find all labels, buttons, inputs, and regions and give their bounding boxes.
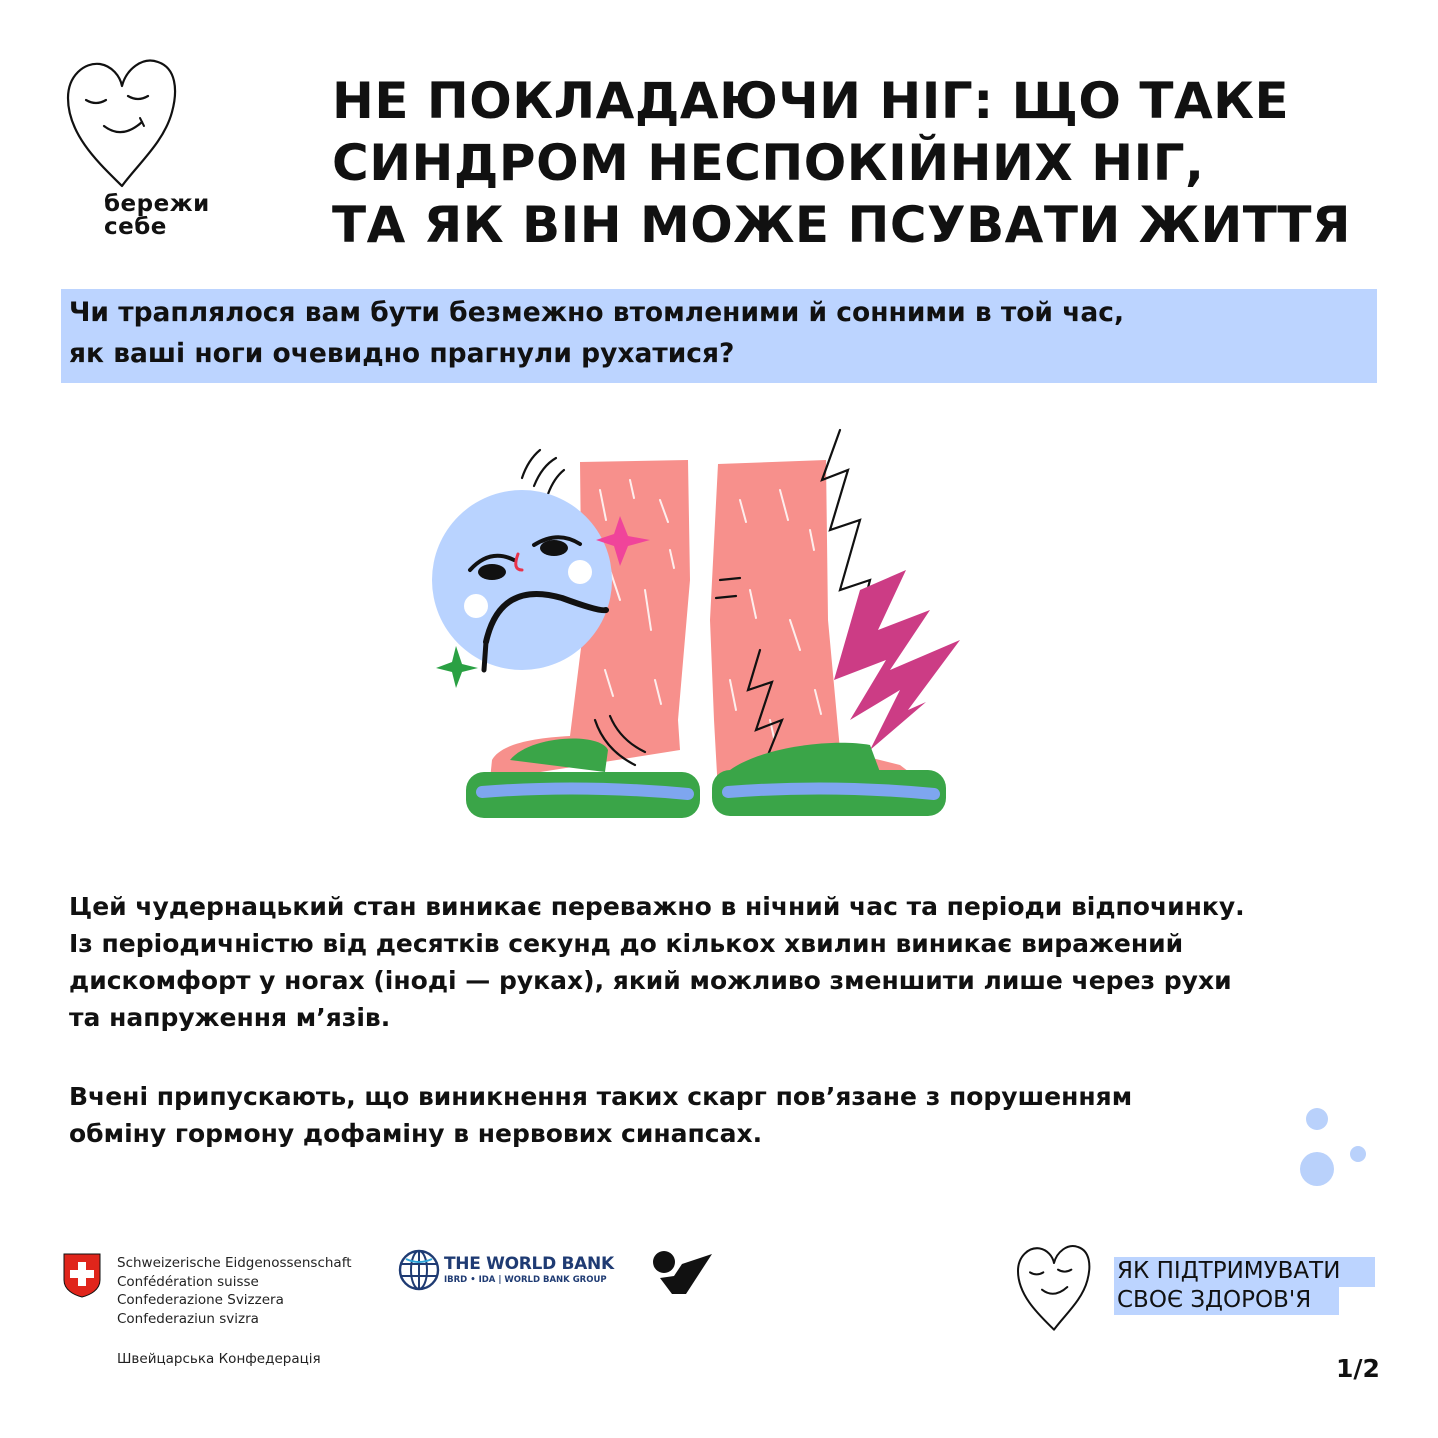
swiss-line-4: Confederaziun svizra	[117, 1310, 259, 1327]
brand-mark-icon	[652, 1250, 714, 1296]
logo-line-1: бережи	[104, 191, 210, 217]
paragraph1-line-1: Цей чудернацький стан виникає переважно в нічний час та періоди відпочинку.	[69, 892, 1245, 921]
page-number: 1/2	[1336, 1354, 1380, 1383]
logo-line-2: себе	[104, 214, 167, 240]
decorative-dot	[1300, 1152, 1334, 1186]
question-line-1: Чи траплялося вам бути безмежно втомленими й сонними в той час,	[69, 297, 1125, 328]
paragraph1-line-4: та напруження м’язів.	[69, 1003, 391, 1032]
question-line-2: як ваші ноги очевидно прагнули рухатися?	[69, 338, 735, 369]
swiss-line-3: Confederazione Svizzera	[117, 1292, 284, 1308]
paragraph-cause	[69, 1078, 1389, 1152]
paragraph-description	[69, 888, 1389, 1036]
smiling-heart-icon	[62, 56, 182, 191]
series-tag	[1117, 1257, 1340, 1315]
swiss-confederation-names	[117, 1254, 352, 1328]
restless-legs-illustration	[430, 420, 990, 840]
paragraph2-line-1	[69, 1078, 1389, 1115]
paragraph1-line-3: дискомфорт у ногах (іноді — руках), який можливо зменшити лише через рухи	[69, 966, 1232, 995]
paragraph2-emphasis-2: обміну гормону дофаміну в нервових синапсах.	[69, 1119, 763, 1148]
title-line-3: ТА ЯК ВІН МОЖЕ ПСУВАТИ ЖИТТЯ	[332, 196, 1352, 254]
world-bank-name: THE WORLD BANK	[444, 1254, 614, 1274]
world-bank-subtitle: IBRD • IDA | WORLD BANK GROUP	[444, 1275, 607, 1285]
title-line-2: СИНДРОМ НЕСПОКІЙНИХ НІГ,	[332, 134, 1205, 192]
decorative-dot	[1306, 1108, 1328, 1130]
world-bank-globe-icon	[398, 1249, 440, 1291]
swiss-caption: Швейцарська Конфедерація	[117, 1351, 321, 1367]
question-text	[69, 292, 1369, 374]
decorative-dot	[1350, 1146, 1366, 1162]
paragraph2-normal-text: Вчені припускають, що виникнення таких скарг пов’язане з	[69, 1082, 949, 1111]
page-title	[332, 70, 1412, 256]
smiling-heart-icon	[1014, 1243, 1094, 1333]
tag-line-2: СВОЄ ЗДОРОВ'Я	[1117, 1287, 1312, 1313]
logo-wordmark	[104, 193, 210, 239]
swiss-flag-icon	[62, 1252, 102, 1298]
paragraph1-line-2: Із періодичністю від десятків секунд до кількох хвилин виникає виражений	[69, 929, 1184, 958]
swiss-line-2: Confédération suisse	[117, 1273, 259, 1290]
paragraph2-line-2	[69, 1115, 1389, 1152]
tag-line-1: ЯК ПІДТРИМУВАТИ	[1117, 1258, 1341, 1284]
title-line-1: НЕ ПОКЛАДАЮЧИ НІГ: ЩО ТАКЕ	[332, 72, 1290, 130]
swiss-line-1: Schweizerische Eidgenossenschaft	[117, 1255, 352, 1271]
paragraph2-emphasis-1: порушенням	[948, 1082, 1133, 1111]
